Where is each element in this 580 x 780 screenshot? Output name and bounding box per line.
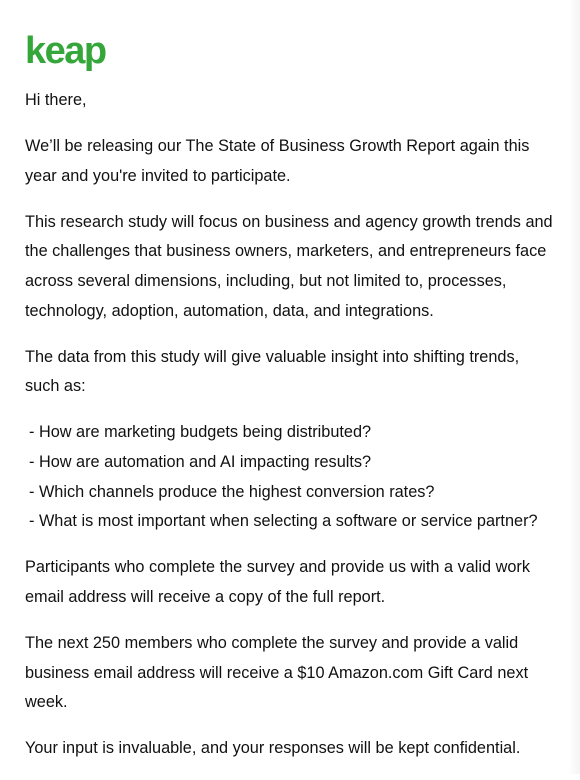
- trend-questions-list: [25, 418, 557, 536]
- list-item: - Which channels produce the highest conversion rates?: [29, 482, 435, 501]
- email-body: [25, 86, 557, 780]
- paragraph-report-offer: Participants who complete the survey and provide us with a valid work email address will receive a copy of the full report.: [25, 558, 530, 606]
- paragraph-insights: The data from this study will give valuable insight into shifting trends, such as:: [25, 347, 520, 396]
- keap-wordmark: keap: [25, 30, 106, 72]
- greeting: Hi there,: [25, 91, 87, 109]
- list-item: - What is most important when selecting a software or service partner?: [29, 512, 538, 531]
- paragraph-gift-card-offer: The next 250 members who complete the survey and provide a valid business email address will receive a $10 Amazon.com Gift Card next week.: [25, 633, 529, 712]
- list-item: - How are automation and AI impacting results?: [29, 452, 372, 471]
- list-item: - How are marketing budgets being distributed?: [29, 423, 372, 442]
- paragraph-study-focus: This research study will focus on business and agency growth trends and the challenges that business owners, marketers, and entrepreneurs face across several dimensions, including, but not limited to, processes, technology, adoption, automation, data, and integrations.: [25, 212, 553, 320]
- page-edge-shadow: [568, 0, 580, 774]
- paragraph-confidentiality: Your input is invaluable, and your responses will be kept confidential.: [25, 739, 521, 758]
- keap-logo-mark: [25, 30, 105, 72]
- keap-logo: [25, 30, 105, 72]
- paragraph-intro: We’ll be releasing our The State of Business Growth Report again this year and you're invited to participate.: [25, 137, 530, 185]
